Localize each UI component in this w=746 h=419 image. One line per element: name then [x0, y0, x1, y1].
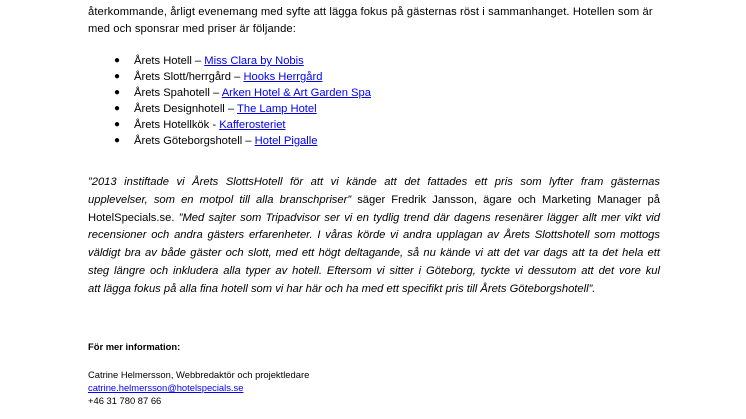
- quote-line-4: [88, 227, 660, 245]
- attribution-text: säger Fredrik Jansson, ägare och Marketing Manager på: [351, 193, 660, 206]
- winner-link-hooks-herrgard[interactable]: Hooks Herrgård: [243, 71, 323, 83]
- quote-text: att lägga fokus på alla fina hotell som vi har här och ha med ett specifikt pris till Årets Göteborgshotell”.: [88, 282, 596, 295]
- winners-list: [88, 53, 371, 149]
- quote-paragraph: [88, 174, 660, 299]
- quote-line-3: [88, 210, 660, 228]
- category-label: Årets Hotellkök -: [134, 119, 220, 131]
- attribution-text: HotelSpecials.se.: [88, 211, 179, 224]
- more-info-heading: För mer information:: [88, 341, 181, 352]
- contact-block: [88, 368, 309, 407]
- quote-text: ”2013 instiftade vi Årets SlottsHotell för att vi kände att det fattades ett pris som lyfter fram gästernas: [88, 176, 660, 188]
- list-item: [88, 117, 371, 133]
- quote-text: väldigt bra av både gäster och slott, med ett högt deltagande, så nu kände vi att det var dags att ta det hela ett: [88, 247, 660, 260]
- quote-line-7: [88, 281, 660, 299]
- bullet-icon: ●: [114, 71, 121, 82]
- intro-paragraph: [88, 4, 660, 38]
- contact-phone: +46 31 780 87 66: [88, 395, 162, 406]
- contact-name: Catrine Helmersson, Webbredaktör och projektledare: [88, 369, 310, 380]
- quote-line-6: [88, 263, 660, 281]
- bullet-icon: ●: [114, 87, 121, 98]
- winner-link-arken-hotel[interactable]: Arken Hotel & Art Garden Spa: [221, 87, 371, 99]
- bullet-icon: ●: [114, 135, 121, 146]
- quote-line-2: [88, 192, 660, 210]
- quote-text: upplevelser, som en motpol till alla branschpriser”: [88, 193, 352, 206]
- winner-link-kafferosteriet[interactable]: Kafferosteriet: [219, 119, 286, 131]
- quote-line-1: [88, 174, 660, 192]
- category-label: Årets Hotell –: [134, 55, 205, 67]
- category-label: Årets Göteborgshotell –: [134, 135, 255, 147]
- quote-line-5: [88, 245, 660, 263]
- intro-line-1: återkommande, årligt evenemang med syfte att lägga fokus på gästernas röst i sammanhanget. Hotellen som är: [88, 6, 653, 18]
- quote-text: steg längre och inkludera alla typer av hotell. Eftersom vi sitter i Göteborg, tyckte vi dessutom att det vore kul: [88, 264, 660, 277]
- quote-text: recensioner och andra gästers erfarenheter. I våras körde vi andra upplagan av Årets Slottshotell som mottogs: [88, 229, 660, 242]
- winner-link-hotel-pigalle[interactable]: Hotel Pigalle: [254, 135, 318, 147]
- bullet-icon: ●: [114, 119, 121, 130]
- bullet-icon: ●: [114, 55, 121, 66]
- list-item: [88, 133, 371, 149]
- winner-link-lamp-hotel[interactable]: The Lamp Hotel: [237, 103, 317, 115]
- list-item: [88, 85, 371, 101]
- list-item: [88, 101, 371, 117]
- quote-text: ”Med sajter som Tripadvisor ser vi en tydlig trend där dagens resenärer lägger allt mer vikt vid: [178, 211, 660, 224]
- bullet-icon: ●: [114, 103, 121, 114]
- category-label: Årets Designhotell –: [134, 103, 238, 115]
- category-label: Årets Slott/herrgård –: [134, 71, 244, 83]
- intro-line-2: med och sponsrar med priser är följande:: [88, 23, 296, 35]
- category-label: Årets Spahotell –: [134, 87, 222, 99]
- winner-link-miss-clara[interactable]: Miss Clara by Nobis: [204, 55, 304, 67]
- contact-email-link[interactable]: catrine.helmersson@hotelspecials.se: [88, 382, 244, 393]
- list-item: [88, 53, 371, 69]
- list-item: [88, 69, 371, 85]
